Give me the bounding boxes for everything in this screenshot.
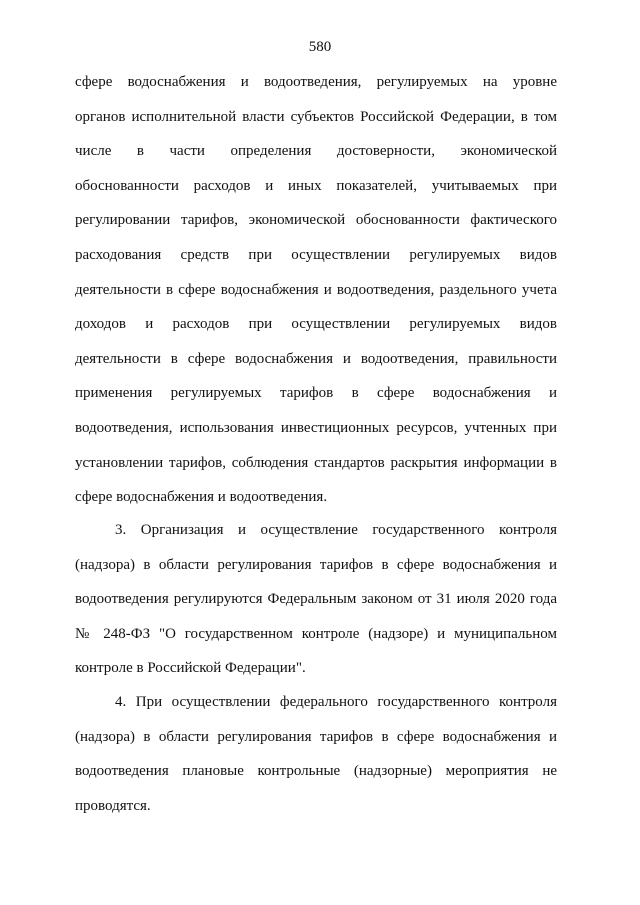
text-line: водоотведения регулируются Федеральным законом от 31 июля 2020 года [75, 591, 557, 608]
text-line: сфере водоснабжения и водоотведения. [75, 489, 328, 506]
text-line: регулировании тарифов, экономической обоснованности фактического [75, 212, 557, 229]
text-line: водоотведения, использования инвестиционных ресурсов, учтенных при [75, 419, 557, 436]
text-line: числе в части определения достоверности, экономической [75, 143, 557, 160]
text-line: № 248-ФЗ "О государственном контроле (надзоре) и муниципальном [75, 625, 557, 642]
text-line: применения регулируемых тарифов в сфере водоснабжения и [75, 385, 557, 402]
text-line: деятельности в сфере водоснабжения и водоотведения, правильности [75, 350, 557, 367]
paragraph-item-3 [75, 521, 557, 694]
text-line: (надзора) в области регулирования тарифов в сфере водоснабжения и [75, 728, 557, 745]
text-line: деятельности в сфере водоснабжения и водоотведения, раздельного учета [75, 281, 557, 298]
text-line: установлении тарифов, соблюдения стандартов раскрытия информации в [75, 454, 557, 471]
text-line: обоснованности расходов и иных показателей, учитываемых при [75, 177, 557, 194]
text-line: 4. При осуществлении федерального государственного контроля [115, 694, 557, 710]
paragraph-continuation [75, 73, 557, 523]
text-line: расходования средств при осуществлении регулируемых видов [75, 246, 557, 263]
text-line: контроле в Российской Федерации". [75, 660, 306, 677]
text-line: проводятся. [75, 797, 151, 814]
text-line: сфере водоснабжения и водоотведения, регулируемых на уровне [75, 74, 557, 90]
text-line: водоотведения плановые контрольные (надзорные) мероприятия не [75, 763, 557, 780]
text-line: 3. Организация и осуществление государственного контроля [115, 522, 557, 538]
paragraph-item-4 [75, 693, 557, 831]
text-line: органов исполнительной власти субъектов Российской Федерации, в том [75, 108, 557, 125]
text-line: (надзора) в области регулирования тарифов в сфере водоснабжения и [75, 556, 557, 573]
page-number: 580 [308, 39, 332, 55]
text-line: доходов и расходов при осуществлении регулируемых видов [75, 316, 557, 333]
